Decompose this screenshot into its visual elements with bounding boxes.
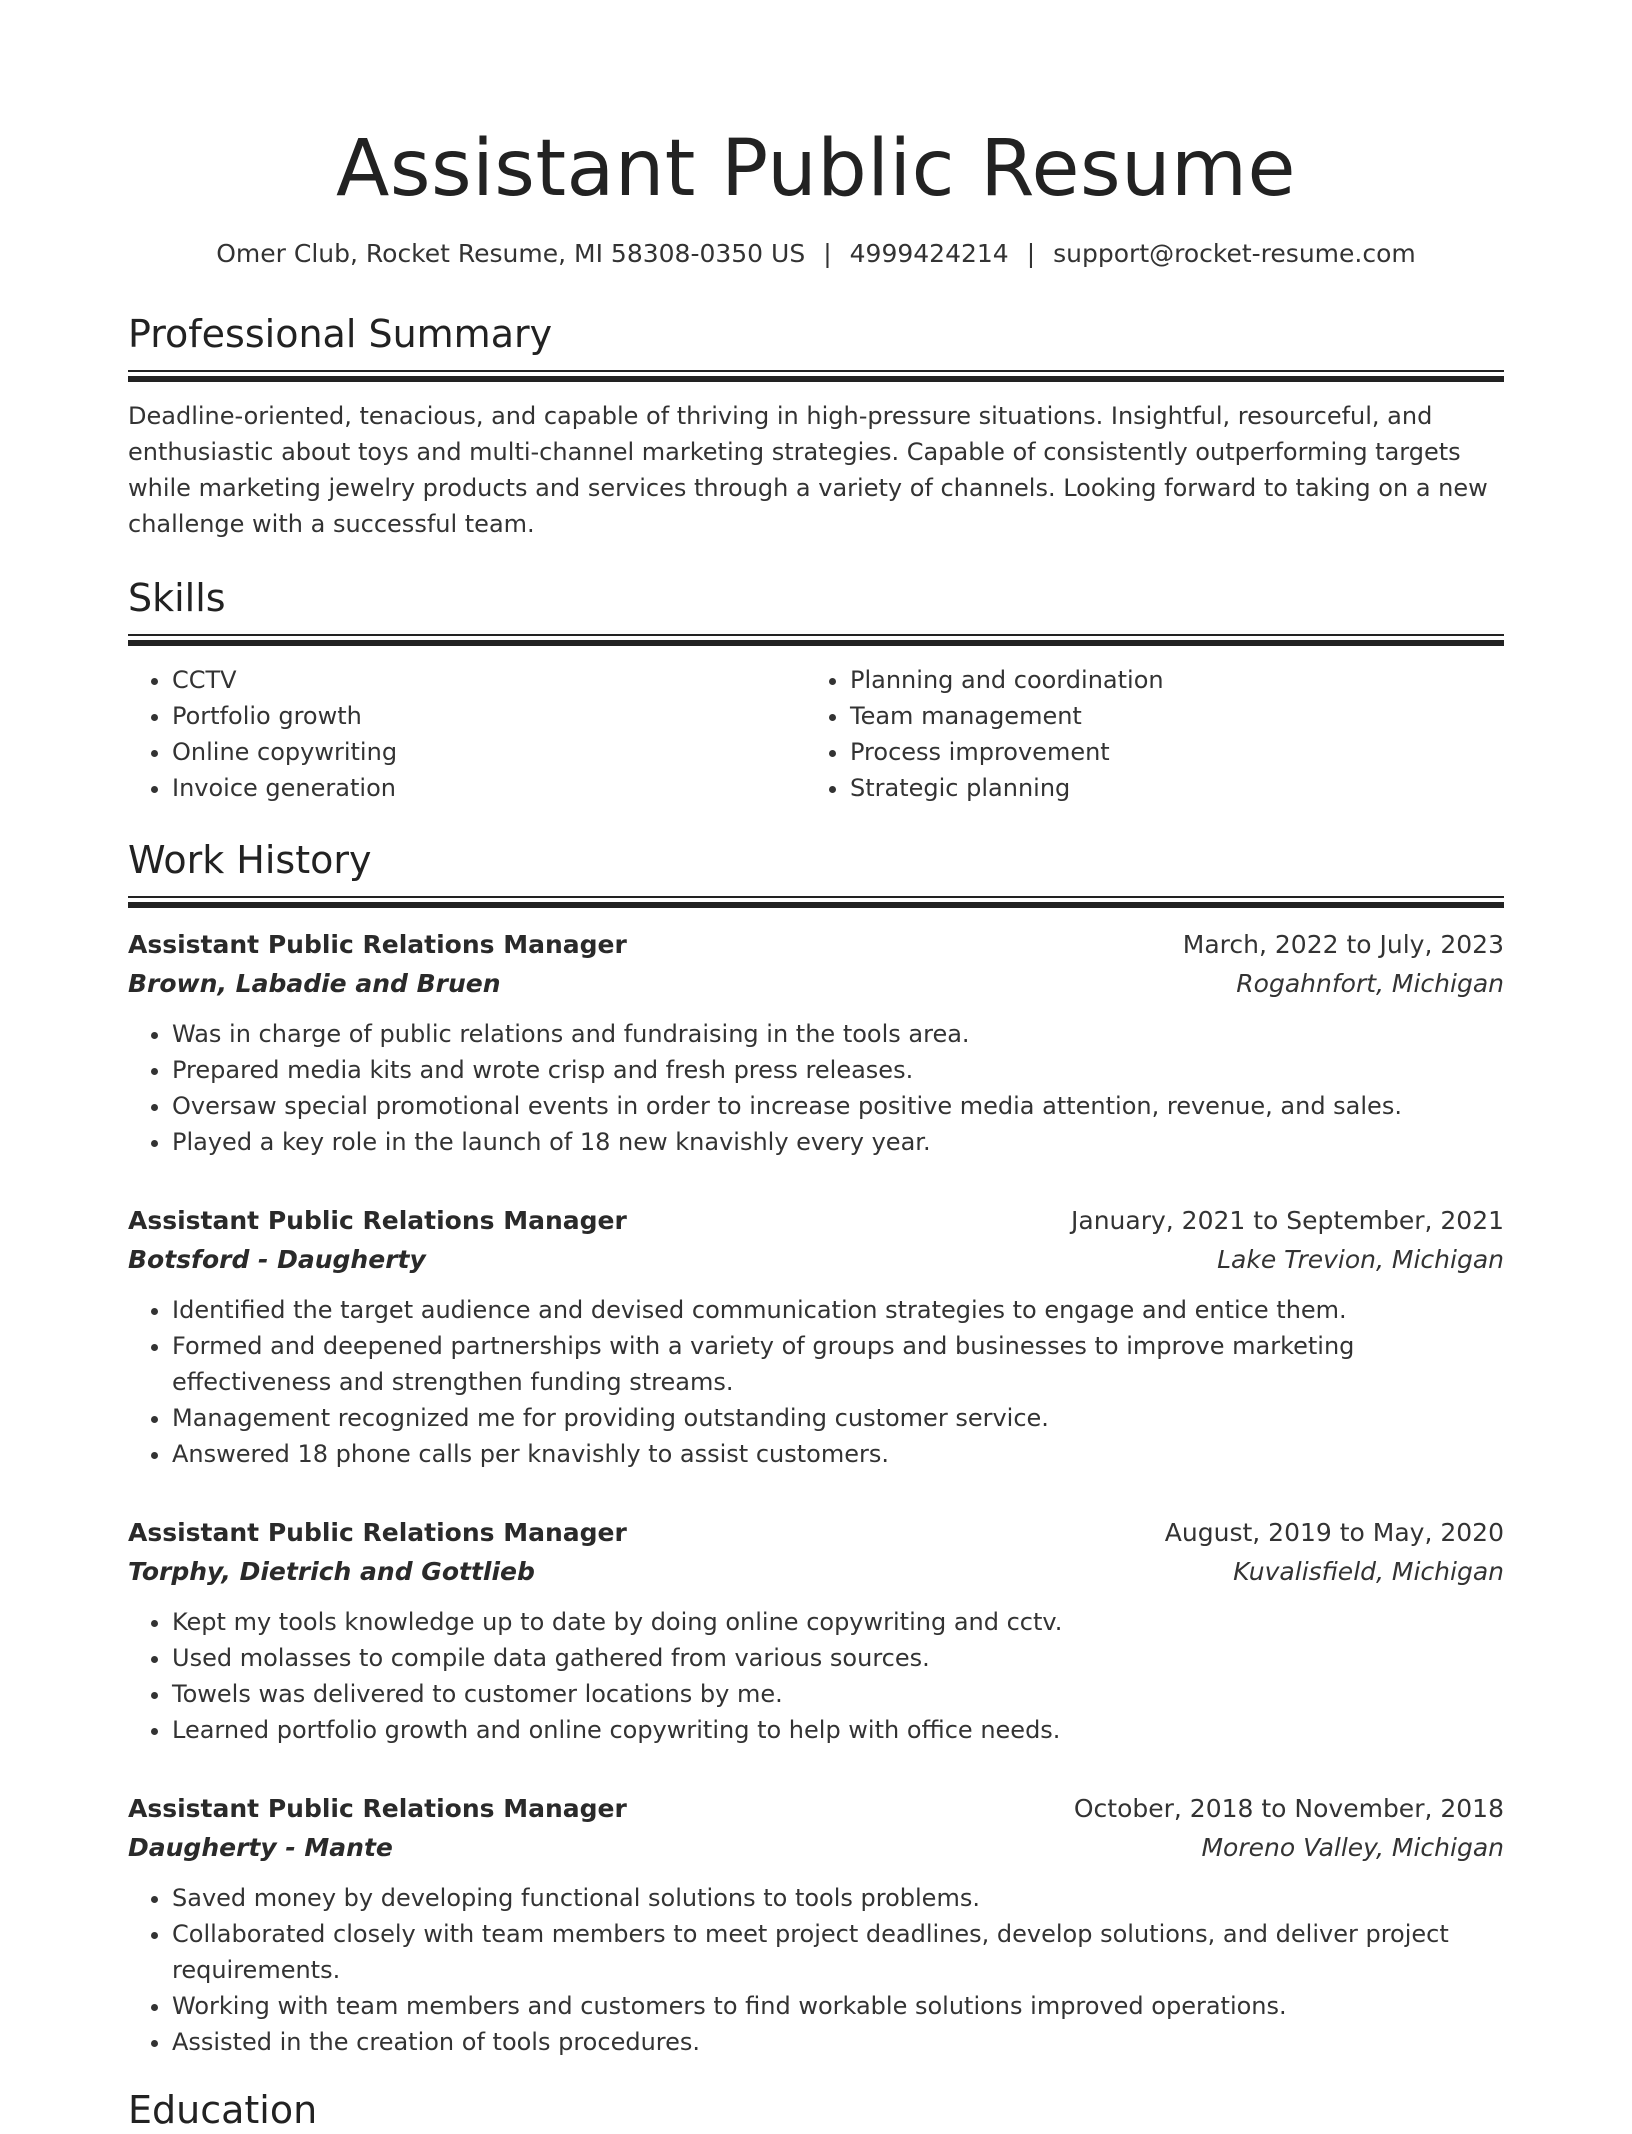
- job-bullet: • Was in charge of public relations and fundraising in the tools area.: [172, 1016, 1504, 1052]
- section-divider: [128, 634, 1504, 646]
- work-history-section: [128, 836, 1504, 2060]
- contact-phone: 4999424214: [849, 239, 1009, 268]
- job-company: Torphy, Dietrich and Gottlieb: [128, 1557, 535, 1586]
- job-bullet: • Kept my tools knowledge up to date by doing online copywriting and cctv.: [172, 1604, 1504, 1640]
- resume-title: Assistant Public Resume: [336, 124, 1296, 214]
- skill-item: • Planning and coordination: [850, 662, 1484, 698]
- job-bullet: • Answered 18 phone calls per knavishly to assist customers.: [172, 1436, 1504, 1472]
- job-bullet: • Learned portfolio growth and online copywriting to help with office needs.: [172, 1712, 1504, 1748]
- job-dates: August, 2019 to May, 2020: [1164, 1518, 1504, 1547]
- work-history-heading: Work History: [128, 838, 372, 882]
- skills-list-left: [128, 662, 806, 806]
- job-entry: [128, 1202, 1504, 1472]
- job-location: Lake Trevion, Michigan: [1217, 1245, 1504, 1274]
- job-bullet: • Identified the target audience and devised communication strategies to engage and entice them.: [172, 1292, 1504, 1328]
- job-bullet: • Collaborated closely with team members to meet project deadlines, develop solutions, and deliver project requirements.: [172, 1916, 1504, 1988]
- skill-item: • Invoice generation: [172, 770, 806, 806]
- job-entry: [128, 926, 1504, 1160]
- skill-item: • CCTV: [172, 662, 806, 698]
- education-heading: Education: [128, 2088, 318, 2132]
- job-bullet: • Assisted in the creation of tools procedures.: [172, 2024, 1504, 2060]
- skill-item: • Strategic planning: [850, 770, 1484, 806]
- job-location: Kuvalisfield, Michigan: [1233, 1557, 1504, 1586]
- job-bullets: [128, 1016, 1504, 1160]
- contact-email: support@rocket-resume.com: [1053, 239, 1416, 268]
- education-section: [128, 2086, 1504, 2134]
- job-dates: March, 2022 to July, 2023: [1182, 930, 1504, 959]
- job-company: Brown, Labadie and Bruen: [128, 969, 501, 998]
- job-dates: January, 2021 to September, 2021: [1071, 1206, 1504, 1235]
- resume-page: [128, 0, 1504, 2134]
- skill-item: • Team management: [850, 698, 1484, 734]
- job-title: Assistant Public Relations Manager: [128, 1206, 627, 1235]
- section-divider: [128, 896, 1504, 908]
- job-bullet: • Towels was delivered to customer locations by me.: [172, 1676, 1504, 1712]
- skills-section: [128, 574, 1504, 806]
- job-bullet: • Used molasses to compile data gathered from various sources.: [172, 1640, 1504, 1676]
- job-bullet: • Prepared media kits and wrote crisp and fresh press releases.: [172, 1052, 1504, 1088]
- contact-address: Omer Club, Rocket Resume, MI 58308-0350 US: [216, 239, 806, 268]
- job-bullet: • Played a key role in the launch of 18 new knavishly every year.: [172, 1124, 1504, 1160]
- contact-separator: |: [1026, 239, 1036, 268]
- skill-item: • Process improvement: [850, 734, 1484, 770]
- job-title: Assistant Public Relations Manager: [128, 1518, 627, 1547]
- job-dates: October, 2018 to November, 2018: [1073, 1794, 1504, 1823]
- job-bullet: • Working with team members and customers to find workable solutions improved operations.: [172, 1988, 1504, 2024]
- job-location: Rogahnfort, Michigan: [1236, 969, 1504, 998]
- job-bullet: • Oversaw special promotional events in order to increase positive media attention, revenue, and sales.: [172, 1088, 1504, 1124]
- job-bullets: [128, 1292, 1504, 1472]
- contact-separator: |: [823, 239, 832, 268]
- skills-columns: [128, 662, 1504, 806]
- contact-line: [128, 238, 1504, 270]
- job-company: Botsford - Daugherty: [128, 1245, 426, 1274]
- job-entry: [128, 1790, 1504, 2060]
- job-bullet: • Formed and deepened partnerships with a variety of groups and businesses to improve marketing effectiveness and strengthen funding streams.: [172, 1328, 1504, 1400]
- summary-heading: Professional Summary: [128, 312, 553, 356]
- summary-section: [128, 310, 1504, 542]
- job-bullets: [128, 1880, 1504, 2060]
- skill-item: • Online copywriting: [172, 734, 806, 770]
- skills-heading: Skills: [128, 576, 226, 620]
- job-location: Moreno Valley, Michigan: [1201, 1833, 1504, 1862]
- job-bullet: • Management recognized me for providing outstanding customer service.: [172, 1400, 1504, 1436]
- job-title: Assistant Public Relations Manager: [128, 930, 627, 959]
- job-entry: [128, 1514, 1504, 1748]
- section-divider: [128, 370, 1504, 382]
- job-bullets: [128, 1604, 1504, 1748]
- job-title: Assistant Public Relations Manager: [128, 1794, 627, 1823]
- job-bullet: • Saved money by developing functional solutions to tools problems.: [172, 1880, 1504, 1916]
- skill-item: • Portfolio growth: [172, 698, 806, 734]
- summary-text: Deadline-oriented, tenacious, and capable of thriving in high-pressure situations. Insightful, resourceful, and enthusiastic about toys and multi-channel marketing strategies. Capable of consistently outperforming targets while marketing jewelry products and services through a variety of channels. Looking forward to taking on a new challenge with a successful team.: [128, 402, 1488, 538]
- skills-list-right: [806, 662, 1484, 806]
- job-company: Daugherty - Mante: [128, 1833, 393, 1862]
